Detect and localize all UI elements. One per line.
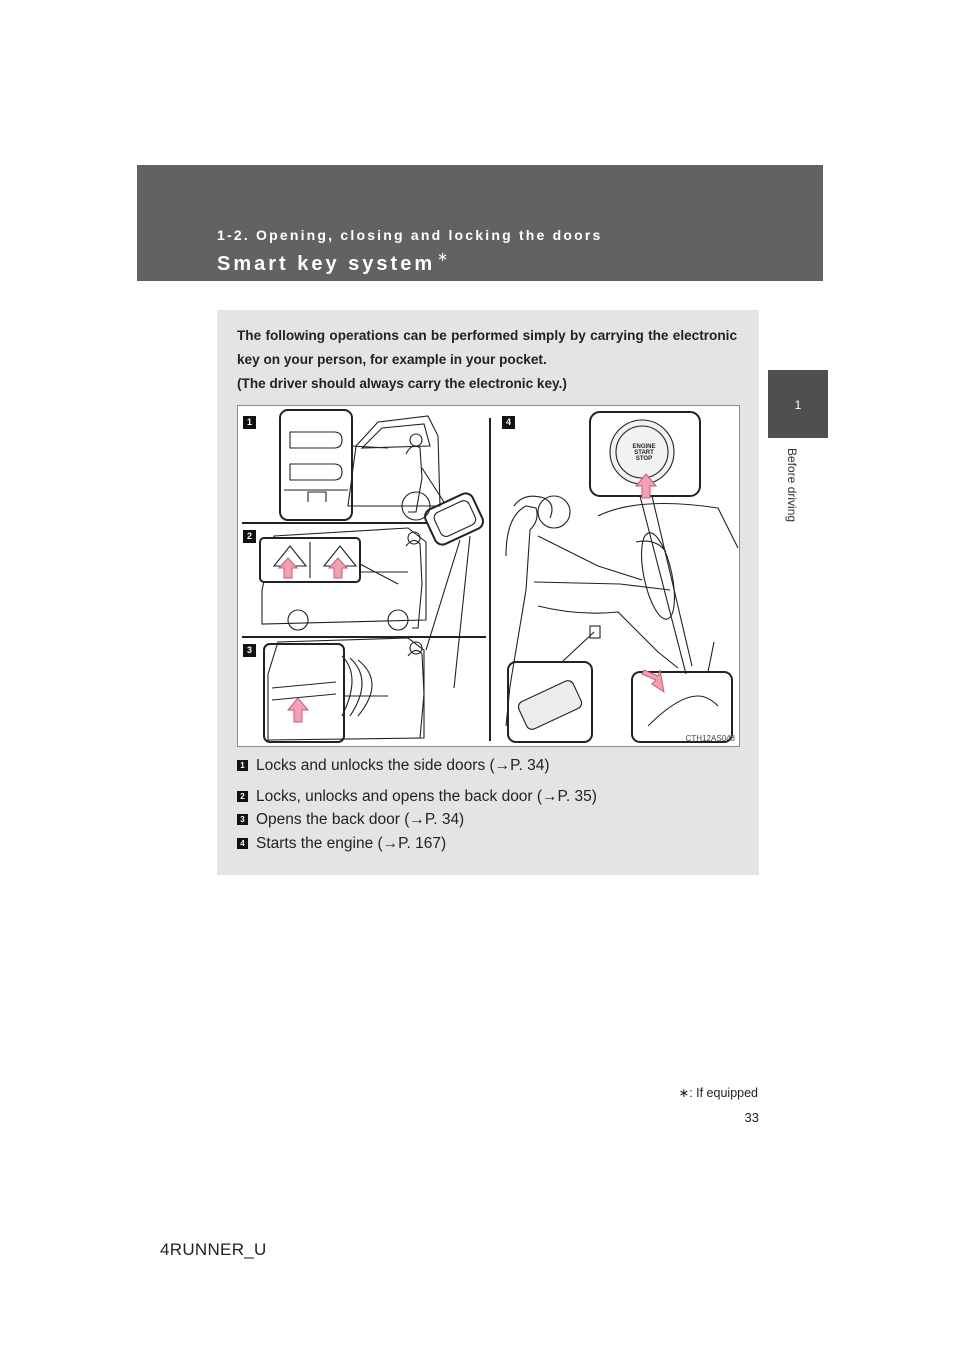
engine-button-label (624, 444, 664, 462)
page-title: Smart key system (217, 253, 436, 275)
engine-button-word-2: START (634, 450, 654, 456)
section-label: 1-2. Opening, closing and locking the doors (217, 227, 603, 243)
footnote: ∗: If equipped (678, 1086, 758, 1100)
content-box (217, 310, 759, 875)
marker-4: 4 (502, 416, 515, 429)
chapter-tab (768, 370, 828, 438)
item-marker: 2 (237, 791, 248, 802)
figure-code: CTH12AS048 (685, 734, 735, 743)
item-text: Starts the engine (→P. 167) (256, 835, 447, 852)
chapter-header (137, 165, 823, 281)
intro-note: (The driver should always carry the electronic key.) (237, 376, 567, 391)
item-text: Locks and unlocks the side doors (→P. 34) (256, 757, 550, 774)
chapter-tab-label: Before driving (785, 448, 799, 523)
item-marker: 4 (237, 838, 248, 849)
marker-1: 1 (243, 416, 256, 429)
item-text: Locks, unlocks and opens the back door (→P. 35) (256, 788, 597, 805)
smart-key-illustration (237, 405, 740, 747)
page-title-wrapper (217, 249, 448, 276)
chapter-number: 1 (794, 398, 802, 412)
intro-text (237, 324, 737, 396)
page-number: 33 (744, 1110, 759, 1125)
equipped-mark: ∗ (437, 249, 449, 264)
marker-3: 3 (243, 644, 256, 657)
item-marker: 1 (237, 760, 248, 771)
engine-button-word-3: STOP (635, 456, 653, 462)
item-text: Opens the back door (→P. 34) (256, 811, 465, 828)
document-id: 4RUNNER_U (160, 1240, 267, 1259)
marker-2: 2 (243, 530, 256, 543)
engine-button-word-1: ENGINE (632, 444, 656, 450)
item-marker: 3 (237, 814, 248, 825)
intro-paragraph: The following operations can be performed simply by carrying the electronic key on your person, for example in your pocket. (237, 328, 737, 367)
